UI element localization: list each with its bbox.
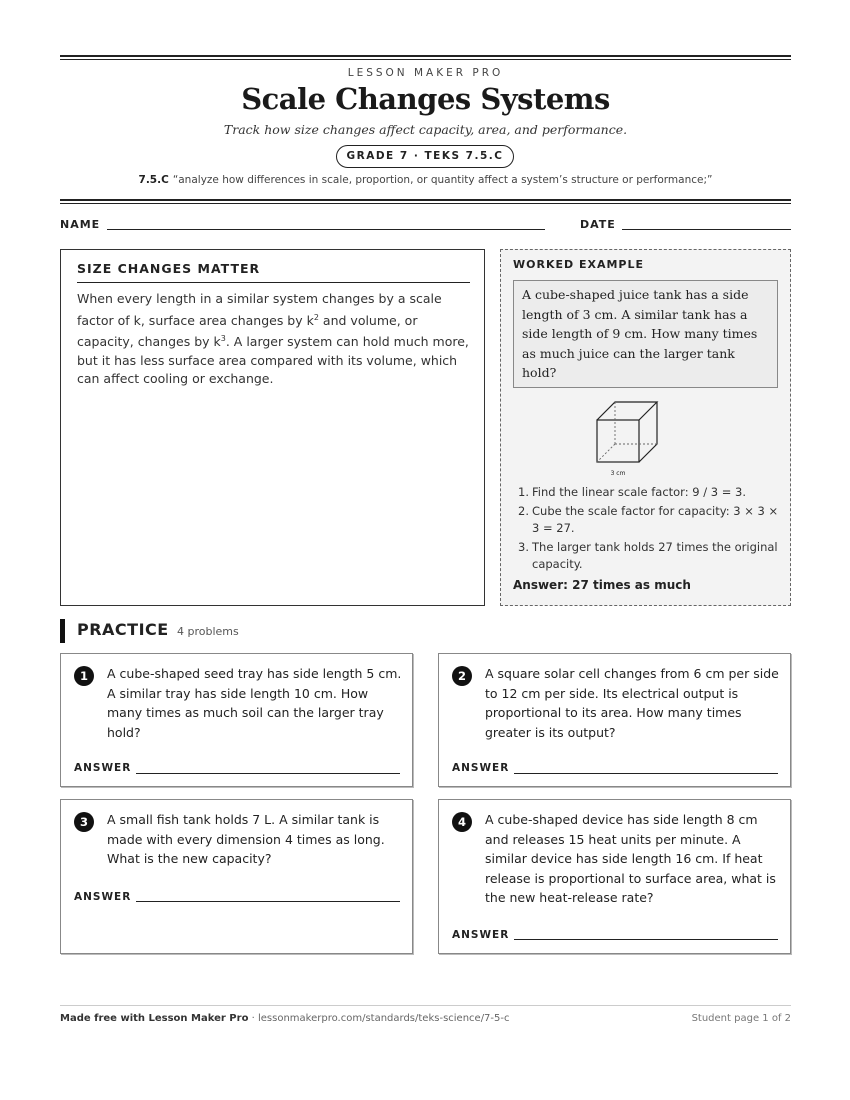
answer-label: ANSWER bbox=[74, 762, 132, 774]
problem-number-badge: 1 bbox=[74, 666, 94, 686]
worked-example-step: 3. The larger tank holds 27 times the original capacity. bbox=[518, 540, 778, 571]
concept-body: When every length in a similar system changes by a scale factor of k, surface area changes by $k^2$ and volume, or capacity, changes by $k^3$. A larger system can hold much more, but it has less surface area compared with its volume, which can affect cooling or exchange. bbox=[77, 291, 469, 387]
standard-text: “analyze how differences in scale, proportion, or quantity affect a system’s structure or performance;” bbox=[172, 174, 713, 186]
answer-label: ANSWER bbox=[452, 762, 510, 774]
practice-accent-bar bbox=[60, 619, 65, 643]
answer-label: ANSWER bbox=[74, 891, 132, 903]
problem-card-3 bbox=[60, 799, 413, 954]
concept-panel bbox=[60, 249, 485, 606]
page-subtitle: Track how size changes affect capacity, area, and performance. bbox=[223, 122, 628, 137]
date-field[interactable] bbox=[622, 229, 791, 230]
date-label: DATE bbox=[580, 218, 616, 231]
page-title: Scale Changes Systems bbox=[241, 82, 610, 116]
problem-card-4 bbox=[438, 799, 791, 954]
footer-made-with: Made free with Lesson Maker Pro bbox=[60, 1013, 249, 1024]
header-bottom-rule bbox=[60, 199, 791, 204]
worked-example-step: 2. Cube the scale factor for capacity: 3 × 3 × 3 = 27. bbox=[518, 504, 779, 535]
grade-badge: GRADE 7 · TEKS 7.5.C bbox=[336, 145, 514, 168]
worked-example-panel bbox=[500, 249, 791, 606]
problem-text: A square solar cell changes from 6 cm per side to 12 cm per side. Its electrical output is proportional to its area. How many times greater is its output? bbox=[485, 666, 779, 740]
practice-heading: PRACTICE bbox=[77, 620, 169, 639]
answer-field[interactable] bbox=[136, 901, 400, 902]
problem-card-1 bbox=[60, 653, 413, 787]
worked-example-steps bbox=[513, 484, 783, 575]
problem-text: A cube-shaped seed tray has side length 5 cm. A similar tray has side length 10 cm. How many times as much soil can the larger tray hold? bbox=[107, 666, 402, 740]
worked-example-heading: WORKED EXAMPLE bbox=[513, 258, 644, 271]
worked-example-step: 1. Find the linear scale factor: 9 / 3 = 3. bbox=[518, 485, 746, 499]
header-top-rule bbox=[60, 55, 791, 60]
standard-statement bbox=[60, 174, 791, 186]
concept-heading: SIZE CHANGES MATTER bbox=[77, 261, 470, 283]
problem-number-badge: 3 bbox=[74, 812, 94, 832]
problem-text: A small fish tank holds 7 L. A similar tank is made with every dimension 4 times as long. What is the new capacity? bbox=[107, 812, 385, 866]
name-label: NAME bbox=[60, 218, 101, 231]
problem-card-2 bbox=[438, 653, 791, 787]
brand-name: LESSON MAKER PRO bbox=[347, 67, 504, 79]
name-field[interactable] bbox=[107, 229, 545, 230]
answer-field[interactable] bbox=[514, 773, 778, 774]
answer-label: ANSWER bbox=[452, 929, 510, 941]
problem-text: A cube-shaped device has side length 8 cm and releases 15 heat units per minute. A similar device has side length 16 cm. If heat release is proportional to surface area, what is the new heat-release rate? bbox=[485, 812, 776, 905]
problem-number-badge: 4 bbox=[452, 812, 472, 832]
footer-url[interactable]: lessonmakerpro.com/standards/teks-science/7-5-c bbox=[257, 1013, 510, 1024]
cube-figure bbox=[591, 398, 671, 476]
cube-side-label: 3 cm bbox=[610, 470, 626, 476]
footer-credit: Made free with Lesson Maker Pro · lessonmakerpro.com/standards/teks-science/7-5-c bbox=[60, 1013, 510, 1024]
footer-page-number: Student page 1 of 2 bbox=[691, 1013, 791, 1024]
footer-rule bbox=[60, 1005, 791, 1006]
practice-count: 4 problems bbox=[177, 625, 239, 638]
worked-example-answer: Answer: 27 times as much bbox=[513, 578, 691, 592]
standard-code: 7.5.C bbox=[138, 174, 169, 186]
answer-field[interactable] bbox=[514, 939, 778, 940]
answer-field[interactable] bbox=[136, 773, 400, 774]
worked-example-question: A cube-shaped juice tank has a side length of 3 cm. A similar tank has a side length of 9 cm. How many times as much juice can the larger tank hold? bbox=[513, 280, 778, 388]
problem-number-badge: 2 bbox=[452, 666, 472, 686]
